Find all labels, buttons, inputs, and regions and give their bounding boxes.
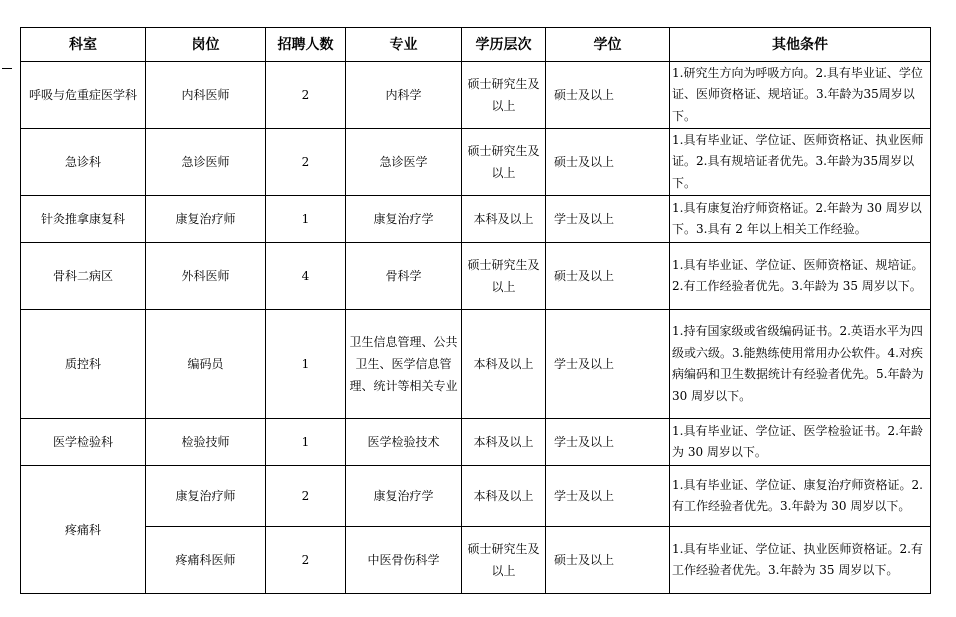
major-cell: 康复治疗学 <box>346 466 462 527</box>
post-cell: 康复治疗师 <box>146 466 266 527</box>
table-row <box>21 310 931 419</box>
header-degree: 学位 <box>546 28 670 62</box>
edu-cell: 本科及以上 <box>462 466 546 527</box>
degree-cell: 硕士及以上 <box>546 62 670 129</box>
header-post: 岗位 <box>146 28 266 62</box>
conditions-cell: 1.具有康复治疗师资格证。2.年龄为 30 周岁以下。3.具有 2 年以上相关工作经验。 <box>670 196 931 243</box>
conditions-cell: 1.具有毕业证、学位证、医师资格证、规培证。2.有工作经验者优先。3.年龄为 35 周岁以下。 <box>670 243 931 310</box>
dept-cell: 质控科 <box>21 310 146 419</box>
degree-cell: 硕士及以上 <box>546 243 670 310</box>
count-cell: 4 <box>266 243 346 310</box>
header-major: 专业 <box>346 28 462 62</box>
post-cell: 检验技师 <box>146 419 266 466</box>
dept-cell-merged: 疼痛科 <box>21 466 146 594</box>
count-cell: 2 <box>266 466 346 527</box>
major-cell: 内科学 <box>346 62 462 129</box>
count-cell: 2 <box>266 129 346 196</box>
degree-cell: 学士及以上 <box>546 196 670 243</box>
conditions-cell: 1.持有国家级或省级编码证书。2.英语水平为四级或六级。3.能熟练使用常用办公软件。4.对疾病编码和卫生数据统计有经验者优先。5.年龄为 30 周岁以下。 <box>670 310 931 419</box>
post-cell: 急诊医师 <box>146 129 266 196</box>
count-cell: 2 <box>266 62 346 129</box>
table-row <box>21 419 931 466</box>
dept-cell: 骨科二病区 <box>21 243 146 310</box>
count-cell: 1 <box>266 419 346 466</box>
degree-cell: 学士及以上 <box>546 310 670 419</box>
degree-cell: 学士及以上 <box>546 466 670 527</box>
post-cell: 外科医师 <box>146 243 266 310</box>
count-cell: 2 <box>266 527 346 594</box>
header-conditions: 其他条件 <box>670 28 931 62</box>
dept-cell: 针灸推拿康复科 <box>21 196 146 243</box>
major-cell: 医学检验技术 <box>346 419 462 466</box>
dept-cell: 呼吸与危重症医学科 <box>21 62 146 129</box>
recruitment-table <box>20 27 931 594</box>
major-cell: 骨科学 <box>346 243 462 310</box>
post-cell: 疼痛科医师 <box>146 527 266 594</box>
post-cell: 内科医师 <box>146 62 266 129</box>
table-row <box>21 527 931 594</box>
header-count: 招聘人数 <box>266 28 346 62</box>
edu-cell: 本科及以上 <box>462 196 546 243</box>
edu-cell: 硕士研究生及以上 <box>462 129 546 196</box>
major-cell: 中医骨伤科学 <box>346 527 462 594</box>
table-row <box>21 243 931 310</box>
post-cell: 编码员 <box>146 310 266 419</box>
conditions-cell: 1.具有毕业证、学位证、医学检验证书。2.年龄为 30 周岁以下。 <box>670 419 931 466</box>
conditions-cell: 1.研究生方向为呼吸方向。2.具有毕业证、学位证、医师资格证、规培证。3.年龄为35周岁以下。 <box>670 62 931 129</box>
header-dept: 科室 <box>21 28 146 62</box>
table-row <box>21 196 931 243</box>
conditions-cell: 1.具有毕业证、学位证、执业医师资格证。2.有工作经验者优先。3.年龄为 35 周岁以下。 <box>670 527 931 594</box>
count-cell: 1 <box>266 310 346 419</box>
table-row <box>21 466 931 527</box>
edu-cell: 本科及以上 <box>462 310 546 419</box>
degree-cell: 学士及以上 <box>546 419 670 466</box>
major-cell: 急诊医学 <box>346 129 462 196</box>
header-edu: 学历层次 <box>462 28 546 62</box>
dept-cell: 医学检验科 <box>21 419 146 466</box>
edu-cell: 本科及以上 <box>462 419 546 466</box>
degree-cell: 硕士及以上 <box>546 129 670 196</box>
table-row <box>21 62 931 129</box>
degree-cell: 硕士及以上 <box>546 527 670 594</box>
edu-cell: 硕士研究生及以上 <box>462 243 546 310</box>
edu-cell: 硕士研究生及以上 <box>462 527 546 594</box>
major-cell: 卫生信息管理、公共卫生、医学信息管理、统计等相关专业 <box>346 310 462 419</box>
count-cell: 1 <box>266 196 346 243</box>
header-row <box>21 28 931 62</box>
conditions-cell: 1.具有毕业证、学位证、康复治疗师资格证。2.有工作经验者优先。3.年龄为 30 周岁以下。 <box>670 466 931 527</box>
post-cell: 康复治疗师 <box>146 196 266 243</box>
margin-mark <box>2 68 12 69</box>
edu-cell: 硕士研究生及以上 <box>462 62 546 129</box>
conditions-cell: 1.具有毕业证、学位证、医师资格证、执业医师证。2.具有规培证者优先。3.年龄为35周岁以下。 <box>670 129 931 196</box>
table-row <box>21 129 931 196</box>
major-cell: 康复治疗学 <box>346 196 462 243</box>
dept-cell: 急诊科 <box>21 129 146 196</box>
